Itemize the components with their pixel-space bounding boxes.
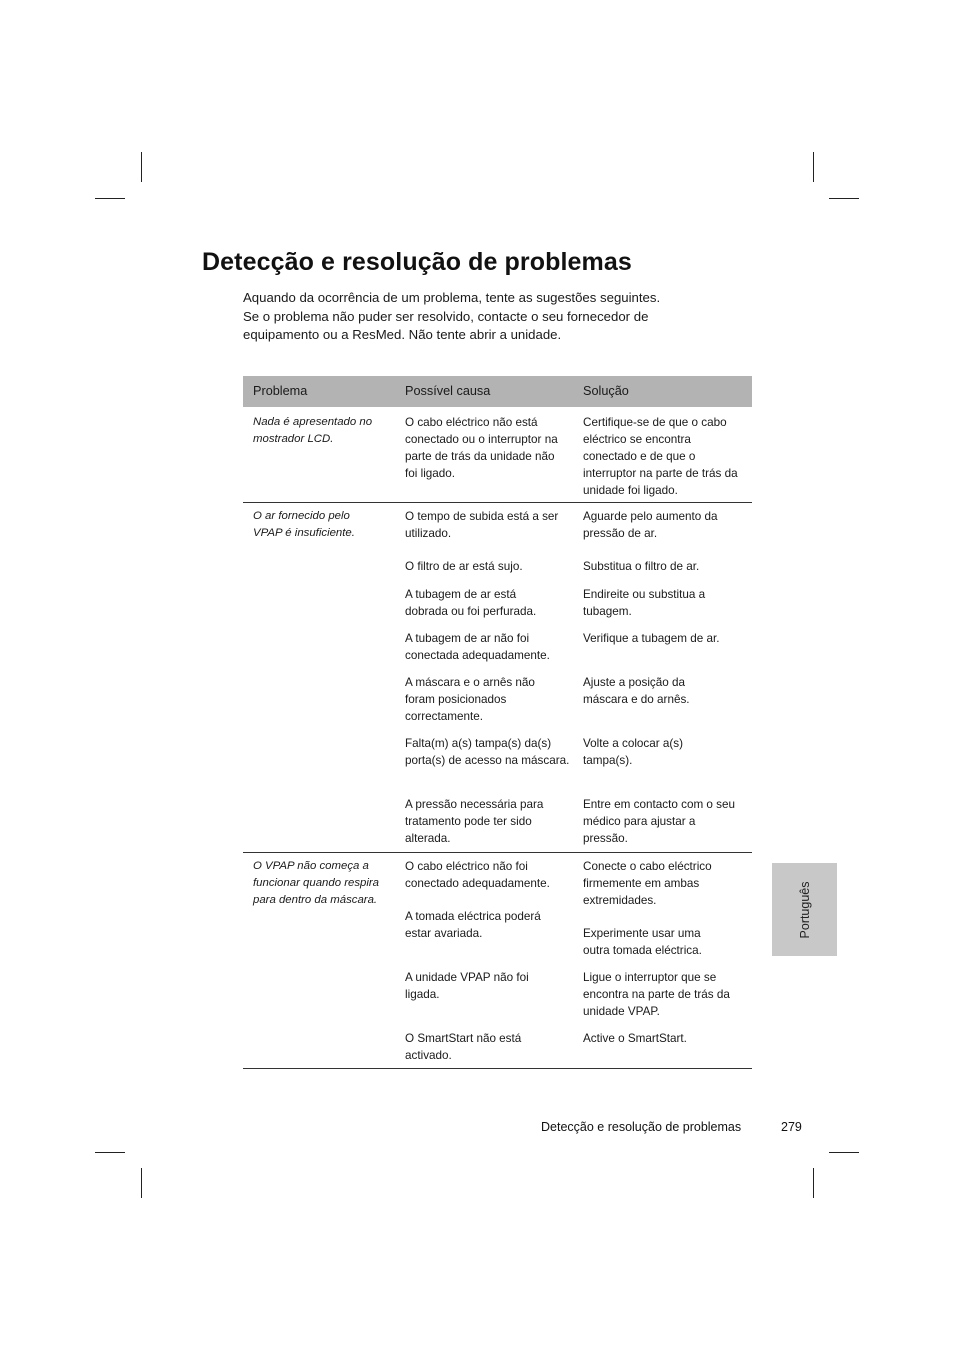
solution-cell: Entre em contacto com o seu médico para ajustar a pressão. <box>583 798 736 845</box>
solution-cell: Substitua o filtro de ar. <box>583 560 700 573</box>
solution-cell: Verifique a tubagem de ar. <box>583 632 720 645</box>
solution-cell: Experimente usar uma outra tomada eléctrica. <box>583 927 702 957</box>
cause-cell: O cabo eléctrico não está conectado ou o interruptor na parte de trás da unidade não foi ligado. <box>405 416 558 480</box>
header-problem: Problema <box>253 384 308 398</box>
crop-mark <box>829 198 859 199</box>
crop-mark <box>829 1152 859 1153</box>
problem-cell: Nada é apresentado no mostrador LCD. <box>253 416 373 445</box>
solution-cell: Endireite ou substitua a tubagem. <box>583 588 706 618</box>
crop-mark <box>95 198 125 199</box>
solution-cell: Certifique-se de que o cabo eléctrico se encontra conectado e de que o interruptor na parte de trás da unidade foi ligado. <box>583 416 738 497</box>
crop-mark <box>813 1168 814 1198</box>
header-cause: Possível causa <box>405 384 491 398</box>
intro-paragraph <box>243 289 723 345</box>
problem-cell: O ar fornecido pelo VPAP é insuficiente. <box>253 510 355 539</box>
cause-cell: A tomada eléctrica poderá estar avariada. <box>405 910 541 940</box>
solution-cell: Volte a colocar a(s) tampa(s). <box>583 737 684 767</box>
table-row <box>243 407 752 503</box>
intro-line: Aquando da ocorrência de um problema, tente as sugestões seguintes. <box>243 290 661 305</box>
table-row <box>243 503 752 853</box>
table-row <box>243 853 752 1069</box>
page-title: Detecção e resolução de problemas <box>202 248 632 276</box>
crop-mark <box>813 152 814 182</box>
crop-mark <box>141 152 142 182</box>
intro-line: equipamento ou a ResMed. Não tente abrir a unidade. <box>243 327 562 343</box>
cause-cell: A pressão necessária para tratamento pode ter sido alterada. <box>405 798 544 845</box>
cause-cell: O tempo de subida está a ser utilizado. <box>405 510 559 540</box>
crop-mark <box>141 1168 142 1198</box>
cause-cell: O filtro de ar está sujo. <box>405 560 523 573</box>
solution-cell: Ligue o interruptor que se encontra na parte de trás da unidade VPAP. <box>583 971 730 1018</box>
page-number: 279 <box>781 1120 802 1134</box>
solution-cell: Aguarde pelo aumento da pressão de ar. <box>583 510 718 540</box>
intro-line: Se o problema não puder ser resolvido, contacte o seu fornecedor de <box>243 308 649 324</box>
language-tab-label: Português <box>797 881 812 938</box>
cause-cell: Falta(m) a(s) tampa(s) da(s) porta(s) de acesso na máscara. <box>405 737 570 767</box>
cause-cell: A tubagem de ar está dobrada ou foi perfurada. <box>405 588 537 618</box>
solution-cell: Conecte o cabo eléctrico firmemente em ambas extremidades. <box>583 860 712 907</box>
solution-cell: Ajuste a posição da máscara e do arnês. <box>583 676 690 706</box>
cause-cell: A unidade VPAP não foi ligada. <box>405 971 529 1001</box>
crop-mark <box>95 1152 125 1153</box>
language-tab <box>772 863 837 956</box>
cause-cell: A tubagem de ar não foi conectada adequadamente. <box>405 632 550 662</box>
cause-cell: O cabo eléctrico não foi conectado adequadamente. <box>405 860 550 890</box>
cause-cell: O SmartStart não está activado. <box>405 1032 522 1062</box>
header-solution: Solução <box>583 384 629 398</box>
table-header <box>243 376 752 407</box>
footer-section-title: Detecção e resolução de problemas <box>541 1120 742 1134</box>
troubleshooting-table <box>243 376 752 1069</box>
problem-cell: O VPAP não começa a funcionar quando respira para dentro da máscara. <box>253 860 380 906</box>
cause-cell: A máscara e o arnês não foram posicionados correctamente. <box>405 676 535 723</box>
solution-cell: Active o SmartStart. <box>583 1032 687 1045</box>
